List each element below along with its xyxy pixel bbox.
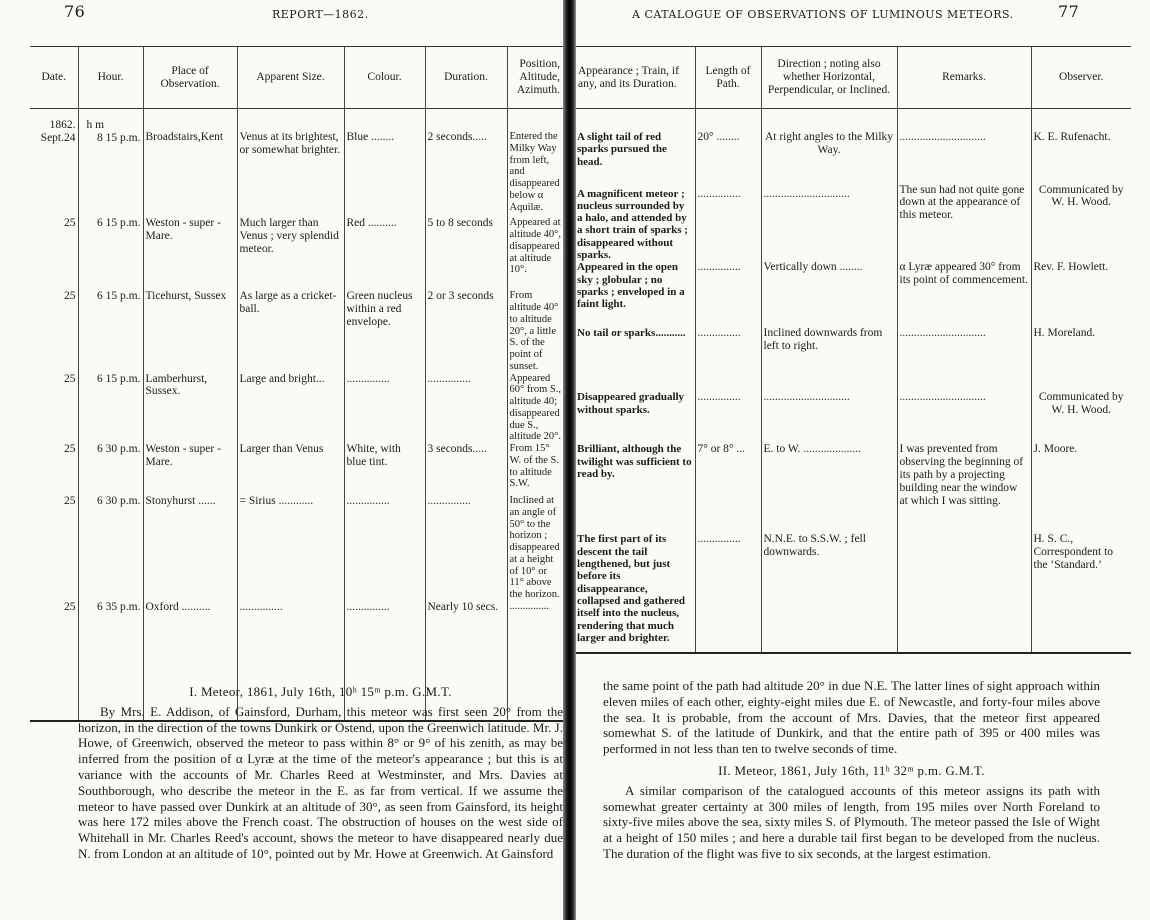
length-cell: ............... — [695, 533, 761, 653]
left-running-title: REPORT—1862. — [272, 8, 369, 21]
direction-cell: N.N.E. to S.S.W. ; fell downwards. — [761, 533, 897, 653]
place-cell: Weston - super - Mare. — [143, 443, 237, 495]
appearance-cell: The first part of its descent the tail lengthened, but just before its disappearance, collapsed and gathered itself into the nucleus, rendering that much larger and brighter. — [575, 533, 695, 653]
direction-cell: At right angles to the Milky Way. — [761, 109, 897, 184]
duration-cell: 2 seconds..... — [425, 109, 507, 214]
hour-cell: 6 15 p.m. — [78, 290, 143, 372]
col-date: Date. — [30, 47, 78, 109]
position-cell: From 15° W. of the S. to altitude S.W. — [507, 443, 563, 495]
col-length: Length of Path. — [695, 47, 761, 109]
section-1-continuation: the same point of the path had altitude 20° in due N.E. The latter lines of sight approach within eleven miles of each other, eighty-eight miles due E. of Newcastle, and forty-four miles above the sea. It is probable, from the account of Mrs. Davies, that the meteor first appeared somewhat S. of the latitude of Dunkirk, and that the entire path of 395 or 400 miles was performed in not less than ten to twelve seconds of time. — [603, 678, 1100, 757]
date-cell: 25 — [30, 601, 78, 721]
place-cell: Lamberhurst, Sussex. — [143, 373, 237, 444]
hour-cell: 6 15 p.m. — [78, 373, 143, 444]
appearance-cell: A slight tail of red sparks pursued the head. — [577, 131, 667, 168]
duration-cell: ............... — [425, 495, 507, 601]
table-row — [575, 184, 1131, 262]
length-cell: ............... — [695, 391, 761, 443]
remarks-cell — [897, 533, 1031, 653]
size-cell: Larger than Venus — [237, 443, 344, 495]
position-cell: Appeared at altitude 40°, disappeared at altitude 10°. — [507, 213, 563, 290]
length-cell: 20° ........ — [695, 109, 761, 184]
duration-cell: 3 seconds..... — [425, 443, 507, 495]
col-place: Place of Observation. — [143, 47, 237, 109]
col-remarks: Remarks. — [897, 47, 1031, 109]
size-cell: Venus at its brightest, or somewhat brighter. — [237, 109, 344, 214]
remarks-cell: .............................. — [897, 391, 1031, 443]
table-row — [575, 327, 1131, 391]
date-value: Sept.24 — [40, 131, 76, 144]
table-row — [30, 213, 563, 290]
col-duration: Duration. — [425, 47, 507, 109]
section-1-paragraph: By Mrs. E. Addison, of Gainsford, Durham, this meteor was first seen 20° from the horizon, in the direction of the towns Dunkirk or Ostend, upon the Greenwich latitude. Mr. J. Howe, of Greenwich, observed the meteor to pass within 8° or 9° of his zenith, as may be inferred from the position of α Lyræ at the time of the meteor's appearance ; but this is at variance with the accounts of Mr. Charles Reed at Westminster, and Mrs. Davies at Southborough, who describe the meteor in the E. as far from vertical. If we assume the meteor to have passed over Dunkirk at an altitude of 30°, as seen from Gainsford, its height was here 172 miles above the French coast. The obstruction of houses on the west side of Whitehall in Mr. Charles Reed's account, shows the meteor to have disappeared nearly due N. from London at an altitude of 10°, pointed out by Mr. Howe at Greenwich. At Gainsford — [78, 703, 563, 861]
table-row — [575, 109, 1131, 184]
section-2-paragraph: A similar comparison of the catalogued accounts of this meteor assigns its path with somewhat greater certainty at 300 miles of length, from 195 miles over North Foreland to sixty-five miles above the sea, sixty miles S. of Plymouth. The meteor passed the Isle of Wight at a height of 150 miles ; and here a durable tail first began to be developed from the nucleus. The duration of the flight was five to six seconds, at the largest estimation. — [603, 782, 1100, 861]
section-1-title: I. Meteor, 1861, July 16th, 10ʰ 15ᵐ p.m. G.M.T. — [189, 684, 452, 699]
observer-cell: K. E. Rufenacht. — [1031, 109, 1131, 184]
place-cell: Oxford .......... — [143, 601, 237, 721]
year-label: 1862. — [49, 119, 76, 131]
size-cell: = Sirius ............ — [237, 495, 344, 601]
length-cell: ............... — [695, 184, 761, 262]
book-gutter — [563, 0, 576, 920]
observer-cell: Communicated by W. H. Wood. — [1031, 391, 1131, 443]
direction-cell: E. to W. .................... — [761, 443, 897, 533]
table-row — [30, 373, 563, 444]
catalogue-table-left — [30, 46, 563, 722]
colour-cell: ............... — [344, 373, 425, 444]
remarks-cell: .............................. — [897, 327, 1031, 391]
col-colour: Colour. — [344, 47, 425, 109]
observer-cell: J. Moore. — [1031, 443, 1131, 533]
appearance-cell: Brilliant, although the twilight was sufficient to read by. — [577, 443, 692, 480]
place-cell: Weston - super - Mare. — [143, 213, 237, 290]
observer-cell: Rev. F. Howlett. — [1031, 261, 1131, 327]
direction-cell: Inclined downwards from left to right. — [761, 327, 897, 391]
place-cell: Broadstairs,Kent — [143, 109, 237, 214]
position-cell: ............... — [507, 601, 563, 721]
table-header-left — [30, 47, 563, 109]
remarks-cell: .............................. — [897, 109, 1031, 184]
length-cell: ............... — [695, 261, 761, 327]
date-cell — [30, 109, 78, 214]
date-cell: 25 — [64, 443, 76, 455]
hour-cell: 6 30 p.m. — [78, 443, 143, 495]
colour-cell: Green nucleus within a red envelope. — [344, 290, 425, 372]
col-position: Position, Altitude, Azimuth. — [507, 47, 563, 109]
table-header-right — [575, 47, 1131, 109]
table-row — [575, 443, 1131, 533]
table-row — [575, 533, 1131, 653]
colour-cell: Red .......... — [344, 213, 425, 290]
observer-cell: H. Moreland. — [1031, 327, 1131, 391]
direction-cell: Vertically down ........ — [761, 261, 897, 327]
hm-label: h m — [86, 119, 105, 131]
hour-cell: 6 15 p.m. — [78, 213, 143, 290]
colour-cell: White, with blue tint. — [344, 443, 425, 495]
col-observer: Observer. — [1031, 47, 1131, 109]
appearance-cell: A magnificent meteor ; nucleus surrounded by a halo, and attended by a short train of sparks ; disappeared without sparks. — [577, 187, 688, 262]
remarks-cell: I was prevented from observing the beginning of its path by a projecting building near the window at which I was sitting. — [897, 443, 1031, 533]
length-cell: 7° or 8° ... — [695, 443, 761, 533]
colour-cell: ............... — [344, 601, 425, 721]
hour-cell: 6 30 p.m. — [78, 495, 143, 601]
right-running-title: A CATALOGUE OF OBSERVATIONS OF LUMINOUS METEORS. — [632, 8, 1014, 21]
hour-cell: 6 35 p.m. — [78, 601, 143, 721]
catalogue-table-right — [575, 46, 1131, 654]
date-cell: 25 — [64, 372, 76, 385]
col-size: Apparent Size. — [237, 47, 344, 109]
position-cell: Inclined at an angle of 50° to the horizon ; disappeared at a height of 10° or 11° above the horizon. — [507, 495, 563, 601]
colour-cell: Blue ........ — [344, 109, 425, 214]
duration-cell: 2 or 3 seconds — [425, 290, 507, 372]
table-row — [575, 261, 1131, 327]
table-row — [575, 391, 1131, 443]
col-appearance: Appearance ; Train, if any, and its Duration. — [575, 47, 695, 109]
direction-cell: .............................. — [761, 391, 897, 443]
hour-cell — [78, 109, 143, 214]
observer-cell: Communicated by W. H. Wood. — [1031, 184, 1131, 262]
remarks-cell: α Lyræ appeared 30° from its point of commencement. — [897, 261, 1031, 327]
hour-value: 8 15 p.m. — [97, 131, 141, 144]
appearance-cell: Appeared in the open sky ; globular ; no sparks ; enveloped in a faint light. — [577, 261, 685, 311]
position-cell: From altitude 40° to altitude 20°, a little S. of the point of sunset. — [507, 290, 563, 372]
duration-cell: ............... — [425, 373, 507, 444]
duration-cell: 5 to 8 seconds — [425, 213, 507, 290]
left-page-number: 76 — [64, 2, 86, 21]
appearance-cell: No tail or sparks........... — [577, 327, 686, 340]
size-cell: Large and bright... — [237, 373, 344, 444]
section-2-title: II. Meteor, 1861, July 16th, 11ʰ 32ᵐ p.m. G.M.T. — [718, 762, 985, 778]
section-1-left — [78, 684, 563, 862]
size-cell: ............... — [237, 601, 344, 721]
place-cell: Ticehurst, Sussex — [143, 290, 237, 372]
date-cell: 25 — [64, 290, 76, 303]
col-direction: Direction ; noting also whether Horizontal, Perpendicular, or Inclined. — [761, 47, 897, 109]
table-row — [30, 290, 563, 372]
size-cell: As large as a cricket-ball. — [237, 290, 344, 372]
remarks-cell: The sun had not quite gone down at the appearance of this meteor. — [897, 184, 1031, 262]
length-cell: ............... — [695, 327, 761, 391]
right-page-number: 77 — [1058, 2, 1080, 21]
size-cell: Much larger than Venus ; very splendid meteor. — [237, 213, 344, 290]
direction-cell: .............................. — [761, 184, 897, 262]
date-cell: 25 — [64, 217, 76, 230]
appearance-cell: Disappeared gradually without sparks. — [577, 391, 685, 416]
place-cell: Stonyhurst ...... — [143, 495, 237, 601]
table-row — [30, 109, 563, 214]
table-row — [30, 443, 563, 495]
position-cell: Appeared 60° from S., altitude 40; disappeared due S., altitude 20°. — [507, 373, 563, 444]
date-cell: 25 — [64, 495, 76, 507]
section-1-right — [603, 678, 1100, 862]
table-row — [30, 495, 563, 601]
colour-cell: ............... — [344, 495, 425, 601]
col-hour: Hour. — [78, 47, 143, 109]
duration-cell: Nearly 10 secs. — [425, 601, 507, 721]
position-cell: Entered the Milky Way from left, and disappeared below α Aquilæ. — [507, 109, 563, 214]
observer-cell: H. S. C., Correspondent to the ‘Standard.’ — [1031, 533, 1131, 653]
